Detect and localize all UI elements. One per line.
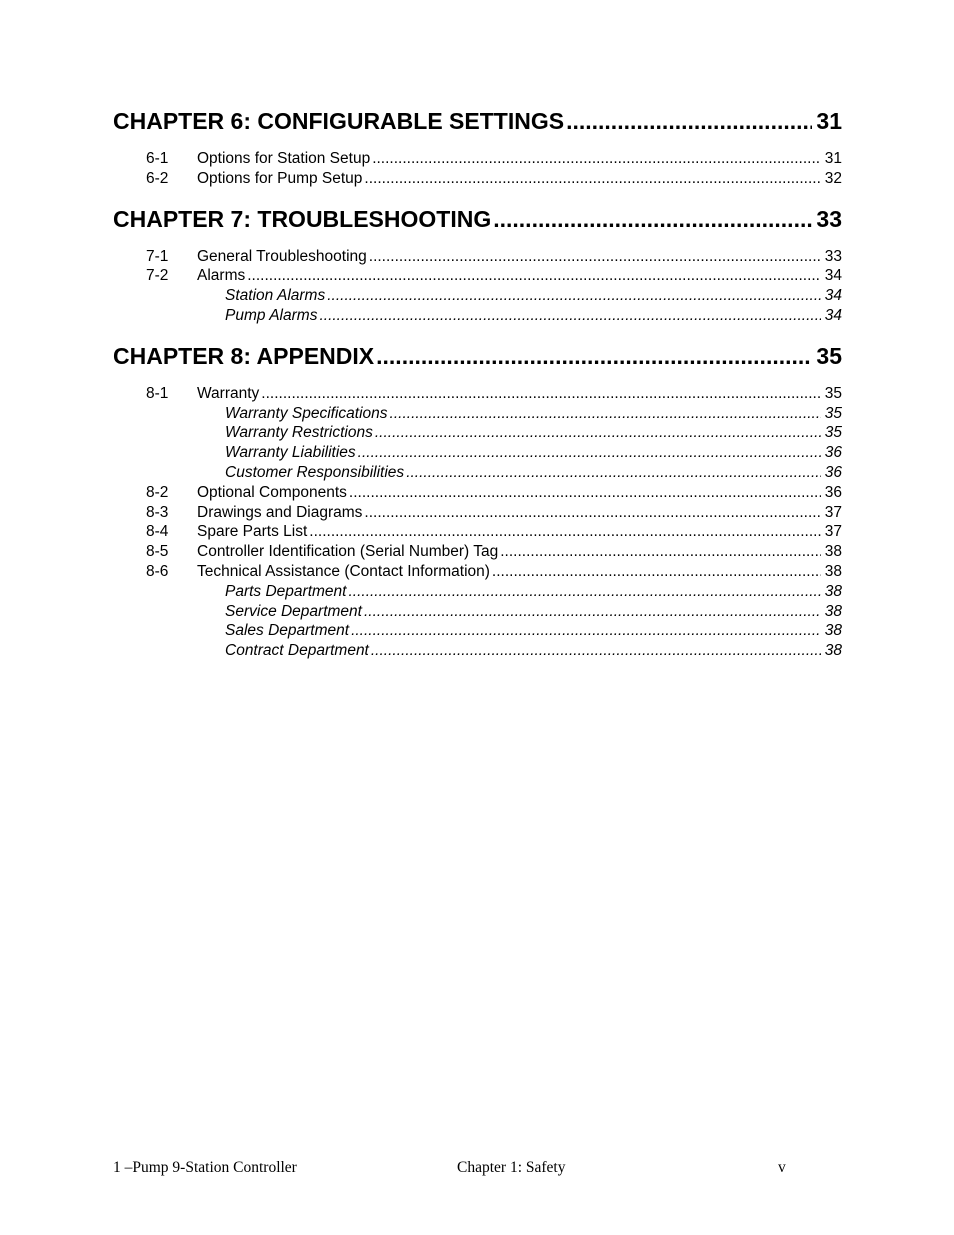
entry-page-number: 32	[824, 169, 842, 187]
entry-page-number: 38	[824, 602, 842, 620]
dot-leader	[493, 206, 812, 232]
footer-document-title: 1 –Pump 9-Station Controller	[113, 1159, 297, 1176]
toc-chapter-heading[interactable]	[113, 206, 842, 232]
chapter-page-number: 33	[816, 205, 842, 232]
dot-leader	[348, 582, 820, 602]
section-number: 8-3	[146, 503, 169, 521]
entry-page-number: 36	[824, 483, 842, 501]
entry-label: Station Alarms	[225, 287, 326, 305]
toc-chapter-heading[interactable]	[113, 108, 842, 134]
entry-label: Options for Station Setup	[197, 150, 371, 167]
toc-entry[interactable]	[113, 169, 842, 189]
toc-entry[interactable]	[113, 503, 842, 523]
entry-label: Warranty Specifications	[225, 404, 388, 422]
entry-page-number: 37	[824, 503, 842, 521]
dot-leader	[349, 483, 821, 503]
section-number: 8-4	[146, 523, 169, 541]
entry-label: Alarms	[197, 267, 246, 285]
dot-leader	[406, 463, 821, 483]
dot-leader	[500, 542, 821, 562]
toc-entry[interactable]	[113, 384, 842, 404]
dot-leader	[390, 404, 821, 424]
toc-subentry[interactable]	[113, 602, 842, 622]
entry-page-number: 35	[824, 384, 842, 402]
entry-label: Pump Alarms	[225, 306, 318, 324]
chapter-title: CHAPTER 6: CONFIGURABLE SETTINGS	[113, 108, 565, 134]
section-number: 6-2	[146, 169, 169, 187]
toc-entry[interactable]	[113, 247, 842, 267]
toc-subentry[interactable]	[113, 286, 842, 306]
entry-page-number: 38	[824, 543, 842, 561]
dot-leader	[351, 621, 821, 641]
section-number: 8-6	[146, 562, 169, 580]
toc-entry[interactable]	[113, 266, 842, 286]
entry-page-number: 33	[824, 247, 842, 265]
entry-label: Parts Department	[225, 582, 347, 600]
entry-page-number: 34	[824, 267, 842, 285]
entry-label: Warranty Restrictions	[225, 424, 373, 442]
dot-leader	[358, 443, 821, 463]
toc-entry-list	[113, 247, 842, 326]
toc-subentry[interactable]	[113, 641, 842, 661]
toc-entry-list	[113, 384, 842, 661]
toc-entry[interactable]	[113, 149, 842, 169]
entry-page-number: 31	[824, 150, 842, 167]
dot-leader	[375, 423, 821, 443]
section-number: 6-1	[146, 150, 169, 167]
dot-leader	[309, 522, 820, 542]
toc-chapter-heading[interactable]	[113, 343, 842, 369]
entry-page-number: 37	[824, 523, 842, 541]
footer-chapter-title: Chapter 1: Safety	[457, 1159, 566, 1176]
entry-page-number: 34	[824, 306, 842, 324]
dot-leader	[376, 343, 812, 369]
dot-leader	[319, 306, 820, 326]
entry-page-number: 38	[824, 622, 842, 640]
chapter-title: CHAPTER 7: TROUBLESHOOTING	[113, 205, 492, 232]
entry-page-number: 35	[824, 424, 842, 442]
entry-label: General Troubleshooting	[197, 247, 367, 265]
entry-label: Technical Assistance (Contact Information)	[197, 562, 490, 580]
entry-page-number: 36	[824, 444, 842, 462]
toc-entry[interactable]	[113, 562, 842, 582]
entry-page-number: 38	[824, 642, 842, 660]
dot-leader	[372, 149, 821, 169]
entry-label: Spare Parts List	[197, 523, 308, 541]
toc-subentry[interactable]	[113, 621, 842, 641]
toc-entry[interactable]	[113, 542, 842, 562]
entry-label: Service Department	[225, 602, 362, 620]
entry-label: Optional Components	[197, 483, 347, 501]
entry-page-number: 36	[824, 463, 842, 481]
section-number: 8-2	[146, 483, 169, 501]
dot-leader	[261, 384, 820, 404]
dot-leader	[492, 562, 821, 582]
entry-label: Contract Department	[225, 642, 369, 660]
chapter-title: CHAPTER 8: APPENDIX	[113, 342, 375, 369]
toc-entry[interactable]	[113, 522, 842, 542]
entry-label: Options for Pump Setup	[197, 169, 363, 187]
section-number: 8-5	[146, 543, 169, 561]
section-number: 8-1	[146, 384, 169, 402]
toc-subentry[interactable]	[113, 306, 842, 326]
toc-subentry[interactable]	[113, 423, 842, 443]
table-of-contents	[113, 108, 842, 678]
entry-page-number: 38	[824, 582, 842, 600]
toc-subentry[interactable]	[113, 443, 842, 463]
toc-subentry[interactable]	[113, 463, 842, 483]
entry-label: Controller Identification (Serial Number) Tag	[197, 543, 499, 561]
dot-leader	[364, 602, 821, 622]
entry-label: Customer Responsibilities	[225, 463, 405, 481]
section-number: 7-2	[146, 267, 169, 285]
section-number: 7-1	[146, 247, 169, 265]
toc-entry[interactable]	[113, 483, 842, 503]
dot-leader	[364, 503, 820, 523]
dot-leader	[369, 247, 821, 267]
dot-leader	[247, 266, 821, 286]
dot-leader	[371, 641, 821, 661]
toc-subentry[interactable]	[113, 582, 842, 602]
entry-page-number: 34	[824, 287, 842, 305]
chapter-page-number: 31	[816, 108, 842, 134]
entry-page-number: 35	[824, 404, 842, 422]
entry-label: Warranty	[197, 384, 260, 402]
entry-label: Warranty Liabilities	[225, 444, 356, 462]
footer-page-number: v	[778, 1159, 786, 1176]
entry-page-number: 38	[824, 562, 842, 580]
entry-label: Sales Department	[225, 622, 350, 640]
toc-subentry[interactable]	[113, 404, 842, 424]
dot-leader	[327, 286, 821, 306]
entry-label: Drawings and Diagrams	[197, 503, 363, 521]
toc-entry-list	[113, 149, 842, 189]
dot-leader	[566, 108, 812, 134]
dot-leader	[364, 169, 820, 189]
chapter-page-number: 35	[816, 342, 842, 369]
